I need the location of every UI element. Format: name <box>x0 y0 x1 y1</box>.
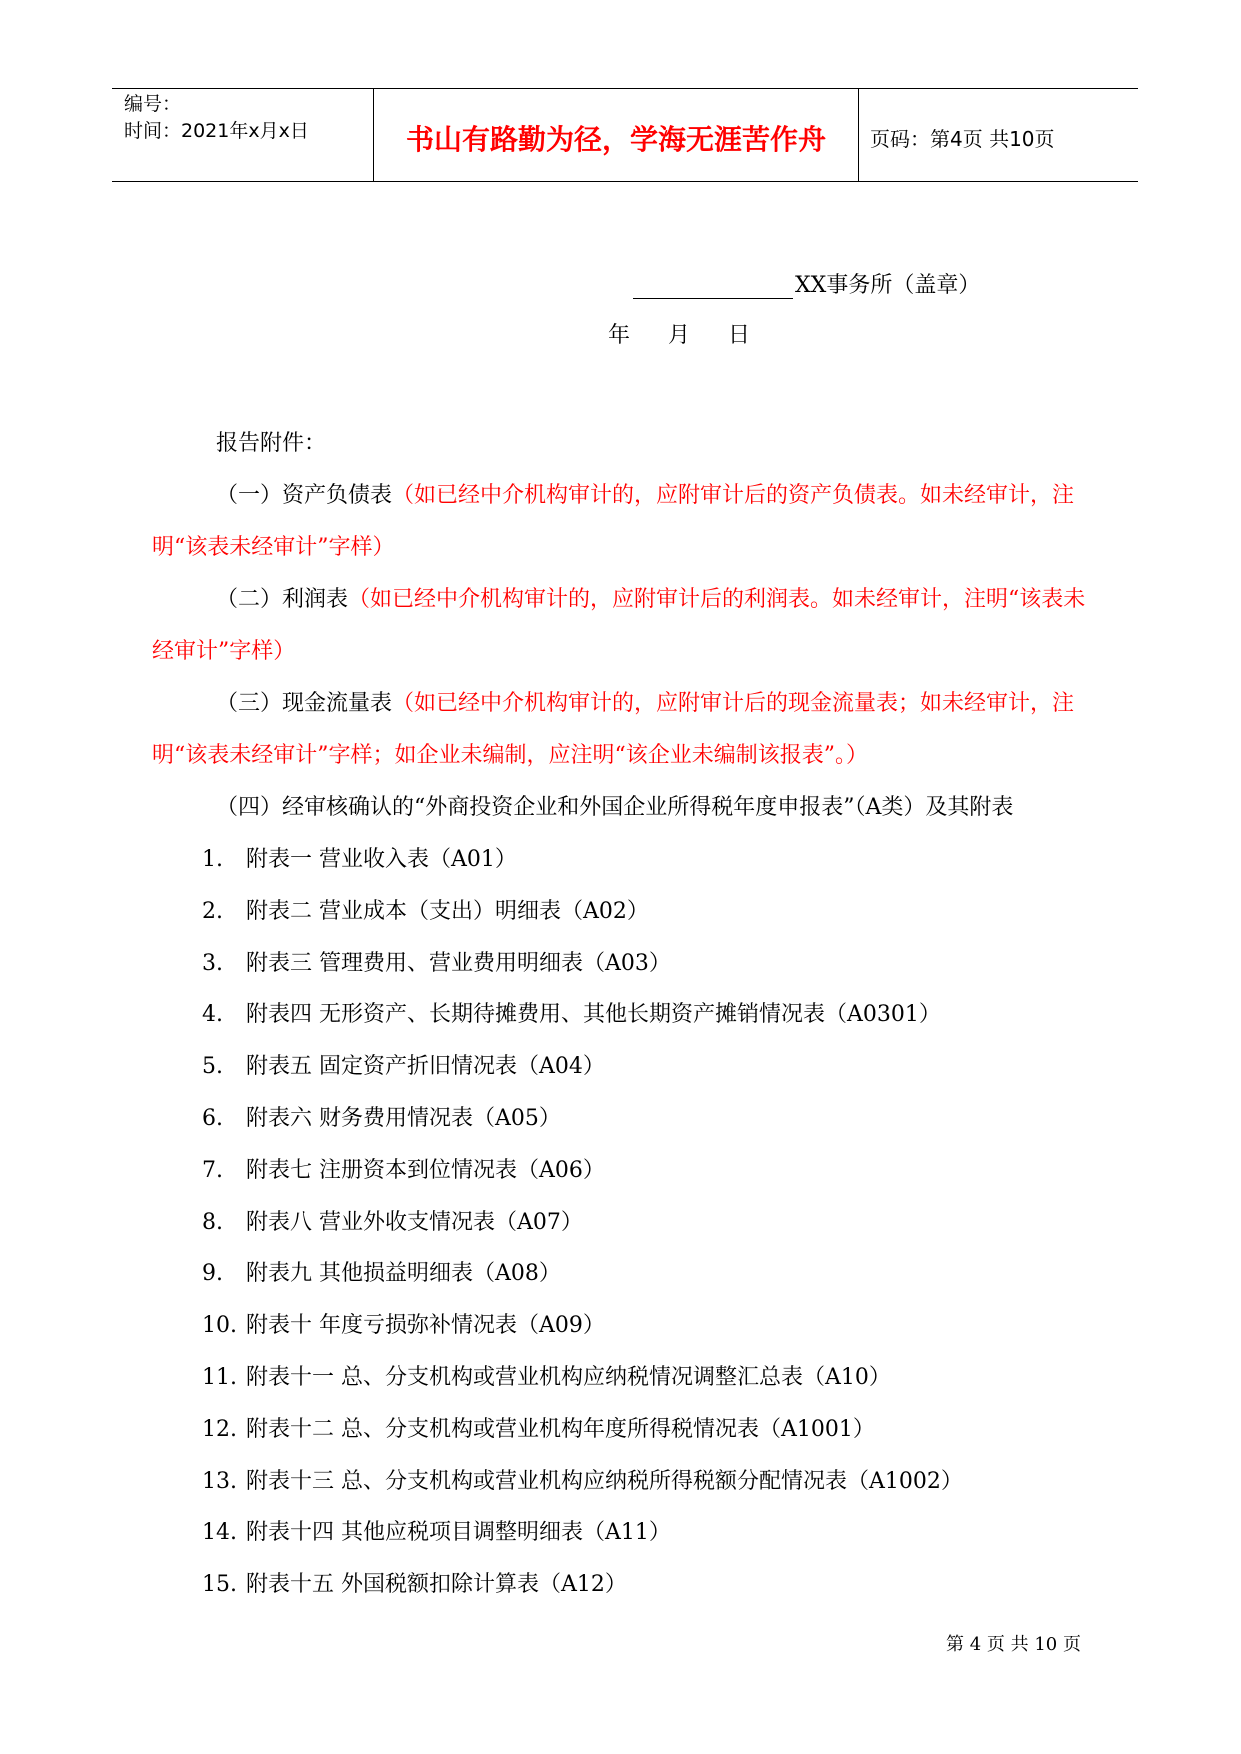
list-item-number: 4. <box>202 1002 223 1028</box>
serial-label: 编号： <box>124 93 182 115</box>
attachment-3-note: （如已经中介机构审计的，应附审计后的现金流量表；如未经审计，注明“该表未经审计”字样；如企业未编制，应注明“该企业未编制该报表”。） <box>152 691 1075 768</box>
signature-line <box>633 268 980 299</box>
attachment-2-title: （二）利润表 <box>216 587 349 612</box>
list-item <box>152 1145 1102 1197</box>
list-item-number: 12. <box>202 1416 237 1442</box>
attachment-3-title: （三）现金流量表 <box>216 691 393 716</box>
list-item-number: 6. <box>202 1105 223 1131</box>
date-day: 日 <box>728 323 751 348</box>
list-item <box>152 1404 1102 1456</box>
list-item <box>152 1559 1102 1611</box>
list-item-number: 7. <box>202 1157 223 1183</box>
list-item-text: 附表十五 外国税额扣除计算表（A12） <box>246 1572 627 1598</box>
attachment-2-note: （如已经中介机构审计的，应附审计后的利润表。如未经审计，注明“该表未经审计”字样） <box>152 587 1086 664</box>
list-item-text: 附表三 管理费用、营业费用明细表（A03） <box>246 950 671 976</box>
list-item-text: 附表九 其他损益明细表（A08） <box>246 1261 561 1287</box>
attachment-paragraph-2 <box>152 574 1102 678</box>
date-month: 月 <box>668 323 691 348</box>
list-item-text: 附表十二 总、分支机构或营业机构年度所得税情况表（A1001） <box>246 1416 875 1442</box>
header-divider-right <box>858 88 859 181</box>
list-item <box>152 1300 1102 1352</box>
attachments-section <box>152 418 1102 1611</box>
header-page-info: 页码：第4页 共10页 <box>870 127 1055 151</box>
list-item-number: 10. <box>202 1313 237 1339</box>
list-item <box>152 834 1102 886</box>
header-left-cell <box>124 91 309 145</box>
list-item-number: 14. <box>202 1520 237 1546</box>
list-item-number: 2. <box>202 898 223 924</box>
list-item <box>152 1456 1102 1508</box>
list-item-text: 附表一 营业收入表（A01） <box>246 847 517 872</box>
list-item <box>152 1197 1102 1249</box>
time-label: 时间：2021年x月x日 <box>124 120 309 142</box>
list-item-text: 附表六 财务费用情况表（A05） <box>246 1105 561 1131</box>
list-item-text: 附表十一 总、分支机构或营业机构应纳税情况调整汇总表（A10） <box>246 1364 891 1390</box>
list-item <box>152 989 1102 1041</box>
list-item-number: 13. <box>202 1468 237 1494</box>
list-item <box>152 1248 1102 1300</box>
list-item-text: 附表五 固定资产折旧情况表（A04） <box>246 1054 605 1080</box>
header-top-rule <box>112 88 1138 89</box>
attachment-paragraph-4: （四）经审核确认的“外商投资企业和外国企业所得税年度申报表”（A类）及其附表 <box>216 795 1014 820</box>
list-item <box>152 1041 1102 1093</box>
list-item-text: 附表七 注册资本到位情况表（A06） <box>246 1157 605 1183</box>
list-item-number: 15. <box>202 1572 237 1598</box>
list-item <box>152 1507 1102 1559</box>
list-item-number: 3. <box>202 950 223 976</box>
list-item-number: 8. <box>202 1209 223 1235</box>
signature-blank <box>633 274 793 299</box>
list-item <box>152 886 1102 938</box>
attachment-1-title: （一）资产负债表 <box>216 483 393 508</box>
date-year: 年 <box>608 323 631 348</box>
list-item-number: 1. <box>202 847 223 872</box>
header-bottom-rule <box>112 181 1138 182</box>
attachment-1-note: （如已经中介机构审计的，应附审计后的资产负债表。如未经审计，注明“该表未经审计”字样） <box>152 483 1075 560</box>
list-item <box>152 1352 1102 1404</box>
list-item-text: 附表十四 其他应税项目调整明细表（A11） <box>246 1520 671 1546</box>
list-item-text: 附表八 营业外收支情况表（A07） <box>246 1209 583 1235</box>
page-footer: 第 4 页 共 10 页 <box>946 1634 1081 1655</box>
header-motto: 书山有路勤为径，学海无涯苦作舟 <box>405 123 826 156</box>
list-item-text: 附表四 无形资产、长期待摊费用、其他长期资产摊销情况表（A0301） <box>246 1002 941 1028</box>
list-item-number: 11. <box>202 1364 237 1390</box>
list-item-text: 附表二 营业成本（支出）明细表（A02） <box>246 898 649 924</box>
attachments-heading: 报告附件： <box>216 431 327 456</box>
attachment-paragraph-1 <box>152 470 1102 574</box>
list-item <box>152 938 1102 990</box>
attachment-paragraph-3 <box>152 678 1102 782</box>
list-item-text: 附表十 年度亏损弥补情况表（A09） <box>246 1313 605 1339</box>
list-item-number: 5. <box>202 1054 223 1080</box>
list-item <box>152 1093 1102 1145</box>
office-name: XX事务所（盖章） <box>795 273 981 298</box>
schedule-list <box>152 834 1102 1611</box>
signature-date <box>608 318 750 349</box>
list-item-number: 9. <box>202 1261 223 1287</box>
list-item-text: 附表十三 总、分支机构或营业机构应纳税所得税额分配情况表（A1002） <box>246 1468 963 1494</box>
